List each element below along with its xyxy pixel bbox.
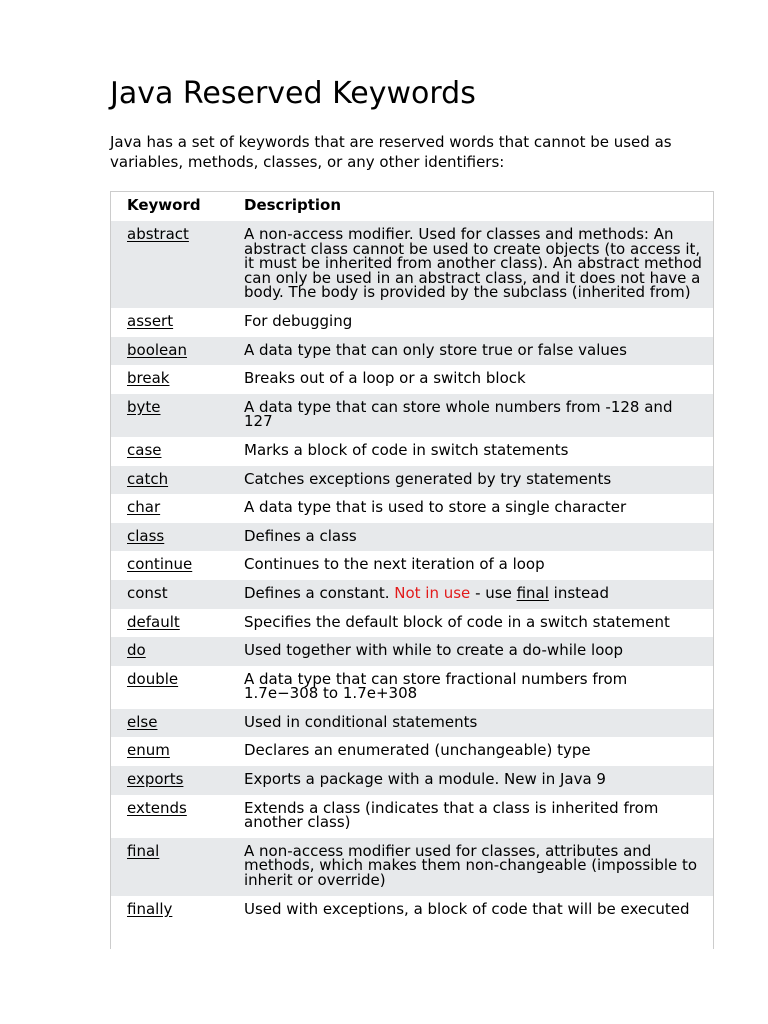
keyword-link[interactable]: char xyxy=(127,498,161,517)
keyword-link[interactable]: do xyxy=(127,641,146,660)
description-text: Exports a package with a module. New in Java 9 xyxy=(244,770,606,789)
table-row xyxy=(111,737,713,766)
description-text: Defines a class xyxy=(244,526,357,545)
description-text: Catches exceptions generated by try statements xyxy=(244,469,612,488)
description-cell xyxy=(228,709,713,738)
table-row xyxy=(111,437,713,466)
keyword-cell xyxy=(111,609,228,638)
description-cell xyxy=(228,896,713,925)
table-row xyxy=(111,551,713,580)
description-text: Defines a constant. xyxy=(244,583,395,602)
description-text: instead xyxy=(548,583,609,602)
table-row xyxy=(111,494,713,523)
keyword-cell xyxy=(111,394,228,437)
intro-paragraph: Java has a set of keywords that are reserved words that cannot be used as variables, methods, classes, or any other identifiers: xyxy=(110,133,672,171)
keyword-cell xyxy=(111,580,228,609)
table-row xyxy=(111,666,713,709)
keyword-cell xyxy=(111,466,228,495)
page-title: Java Reserved Keywords xyxy=(110,76,476,111)
description-text: Used with exceptions, a block of code that will be executed xyxy=(244,899,690,918)
table-row xyxy=(111,523,713,552)
table-row xyxy=(111,609,713,638)
table-row xyxy=(111,221,713,308)
description-text: A data type that is used to store a single character xyxy=(244,498,627,517)
description-cell xyxy=(228,394,713,437)
table-row xyxy=(111,466,713,495)
keyword-link[interactable]: catch xyxy=(127,469,169,488)
description-cell xyxy=(228,523,713,552)
keyword-link[interactable]: double xyxy=(127,669,179,688)
keyword-link[interactable]: final xyxy=(127,841,160,860)
description-cell xyxy=(228,437,713,466)
table-row xyxy=(111,795,713,838)
description-cell xyxy=(228,838,713,896)
keyword-link[interactable]: exports xyxy=(127,770,184,789)
description-text: A non-access modifier used for classes, attributes and methods, which makes them non-changeable (impossible to inherit or override) xyxy=(244,841,698,890)
description-cell xyxy=(228,466,713,495)
table-row xyxy=(111,308,713,337)
keyword-cell xyxy=(111,666,228,709)
column-header-keyword: Keyword xyxy=(111,192,228,221)
table-row xyxy=(111,896,713,925)
keyword-link[interactable]: extends xyxy=(127,798,187,817)
table-row xyxy=(111,337,713,366)
description-cell xyxy=(228,609,713,638)
keyword-cell xyxy=(111,737,228,766)
description-text: Marks a block of code in switch statements xyxy=(244,440,569,459)
keyword-cell xyxy=(111,795,228,838)
keyword-cell xyxy=(111,523,228,552)
keyword-cell xyxy=(111,365,228,394)
description-cell xyxy=(228,365,713,394)
table-row xyxy=(111,365,713,394)
description-text: A non-access modifier. Used for classes and methods: An abstract class cannot be used to create objects (to access it, it must be inherited from another class). An abstract method can only be used in an abstract class, and it does not have a body. The body is provided by the subclass (inherited from) xyxy=(244,225,702,302)
not-in-use-label: Not in use xyxy=(394,583,471,602)
keyword-cell xyxy=(111,437,228,466)
description-cell xyxy=(228,580,713,609)
keyword-link[interactable]: boolean xyxy=(127,340,187,359)
description-cell xyxy=(228,795,713,838)
description-text: Breaks out of a loop or a switch block xyxy=(244,369,526,388)
description-cell xyxy=(228,308,713,337)
description-text: Declares an enumerated (unchangeable) type xyxy=(244,741,591,760)
description-text: - use xyxy=(470,583,517,602)
keyword-text: const xyxy=(127,583,168,602)
keyword-link[interactable]: finally xyxy=(127,899,173,918)
keyword-link[interactable]: break xyxy=(127,369,170,388)
description-cell xyxy=(228,221,713,308)
keyword-link[interactable]: assert xyxy=(127,311,174,330)
table-row xyxy=(111,637,713,666)
keyword-cell xyxy=(111,838,228,896)
description-cell xyxy=(228,637,713,666)
keyword-cell xyxy=(111,337,228,366)
description-text: Extends a class (indicates that a class is inherited from another class) xyxy=(244,798,659,832)
description-text: Specifies the default block of code in a switch statement xyxy=(244,612,670,631)
final-keyword-link[interactable]: final xyxy=(516,583,549,602)
column-header-description: Description xyxy=(228,192,713,221)
keywords-table xyxy=(111,192,713,924)
description-cell xyxy=(228,337,713,366)
description-cell xyxy=(228,551,713,580)
description-cell xyxy=(228,494,713,523)
keyword-link[interactable]: continue xyxy=(127,555,193,574)
table-row xyxy=(111,838,713,896)
keyword-cell xyxy=(111,494,228,523)
description-text: Used together with while to create a do-while loop xyxy=(244,641,624,660)
description-text: A data type that can store whole numbers from -128 and 127 xyxy=(244,397,673,431)
description-text: Used in conditional statements xyxy=(244,712,478,731)
keyword-link[interactable]: class xyxy=(127,526,165,545)
keyword-cell xyxy=(111,551,228,580)
keyword-link[interactable]: else xyxy=(127,712,158,731)
description-text: Continues to the next iteration of a loop xyxy=(244,555,545,574)
table-row xyxy=(111,394,713,437)
keyword-link[interactable]: enum xyxy=(127,741,170,760)
keyword-cell xyxy=(111,637,228,666)
keyword-cell xyxy=(111,896,228,925)
keyword-cell xyxy=(111,221,228,308)
description-cell xyxy=(228,737,713,766)
keyword-cell xyxy=(111,709,228,738)
keywords-table-container xyxy=(110,191,714,949)
keyword-cell xyxy=(111,308,228,337)
description-cell xyxy=(228,666,713,709)
table-row xyxy=(111,580,713,609)
keyword-link[interactable]: abstract xyxy=(127,225,189,243)
keyword-cell xyxy=(111,766,228,795)
keyword-link[interactable]: default xyxy=(127,612,180,631)
description-text: For debugging xyxy=(244,311,353,330)
table-header-row xyxy=(111,192,713,221)
description-text: A data type that can only store true or false values xyxy=(244,340,627,359)
keyword-link[interactable]: case xyxy=(127,440,162,459)
description-cell xyxy=(228,766,713,795)
description-text: A data type that can store fractional numbers from 1.7e−308 to 1.7e+308 xyxy=(244,669,628,703)
table-row xyxy=(111,709,713,738)
keyword-link[interactable]: byte xyxy=(127,397,161,416)
table-row xyxy=(111,766,713,795)
